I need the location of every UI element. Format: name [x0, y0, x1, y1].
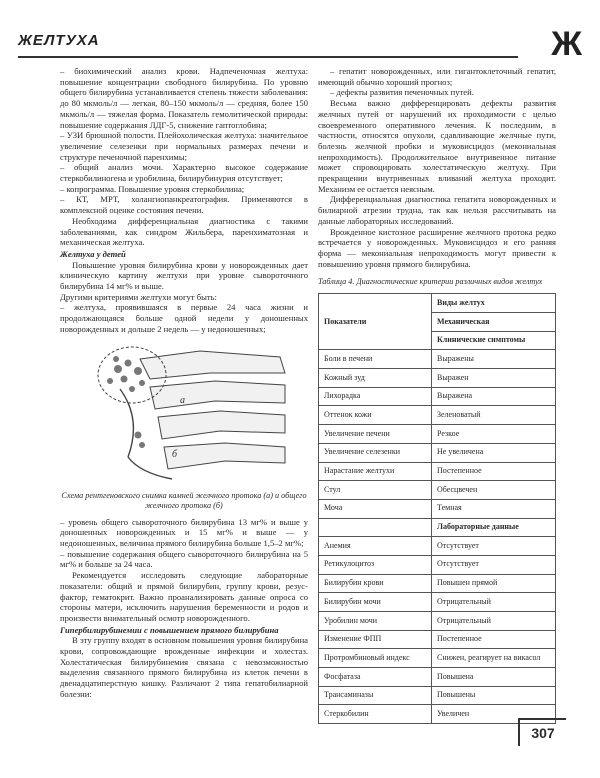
table-cell-indicator: Увеличение печени	[319, 425, 432, 444]
table-cell-value: Повышены	[432, 686, 556, 705]
table-cell-value: Постепенное	[432, 630, 556, 649]
table-cell-indicator: Билирубин крови	[319, 574, 432, 593]
page-header	[18, 24, 582, 64]
table-row	[319, 630, 556, 649]
table-cell-indicator: Фосфатаза	[319, 668, 432, 687]
right-column	[318, 66, 556, 724]
paragraph: Врожденное кистозное расширение желчного протока редко встречается у новорожденных. Муковисцидоз и его ранняя форма — мекониальная непроходимость могут привести к повышению уровня прямого билирубина.	[318, 226, 556, 269]
figure-label-a: а	[180, 394, 185, 406]
table-cell-value: Выражены	[432, 350, 556, 369]
table-cell-value: Отрицательный	[432, 612, 556, 631]
table-cell-indicator: Трансаминазы	[319, 686, 432, 705]
paragraph: – копрограмма. Повышение уровня стеркобилина;	[60, 183, 245, 194]
table-caption: Таблица 4. Диагностические критерии различных видов желтух	[318, 277, 543, 287]
table-cell-indicator: Анемия	[319, 537, 432, 556]
table-cell-value: Повышена	[432, 668, 556, 687]
paragraph: – общий анализ мочи. Характерно высокое содержание стеркобилиногена и уробилина, билирубинурия отсутствует;	[60, 162, 308, 184]
page-number: 307	[518, 718, 566, 746]
table-cell-value: Отрицательный	[432, 593, 556, 612]
table-body	[319, 294, 556, 724]
table-cell-indicator: Ретикулоцитоз	[319, 555, 432, 574]
table-cell-value: Повышен прямой	[432, 574, 556, 593]
paragraph: Рекомендуется исследовать следующие лабораторные показатели: общий и прямой билирубин, группу крови, резус-фактор, гематокрит. Важно проанализировать данные опроса со стороны матери, исключить нарушения беременности и родов и произвести внимательный осмотр новорожденного.	[60, 570, 308, 623]
table-row	[319, 612, 556, 631]
xray-drawing	[80, 339, 290, 489]
table-row	[319, 406, 556, 425]
xray-illustration	[80, 339, 290, 489]
table-cell-indicator: Кожный зуд	[319, 369, 432, 388]
table-row	[319, 350, 556, 369]
table-cell-indicator: Увеличение селезенки	[319, 443, 432, 462]
left-column	[60, 66, 308, 700]
table-header-row	[319, 518, 556, 537]
table-header-row	[319, 294, 556, 313]
figure-label-b: б	[172, 448, 178, 460]
header-indicators: Показатели	[319, 294, 432, 350]
table-row	[319, 593, 556, 612]
table-row	[319, 537, 556, 556]
diagnostic-table	[318, 293, 556, 724]
paragraph: – желтуха, проявившаяся в первые 24 часа жизни и продолжающаяся больше одной недели у доношенных новорожденных и дольше 2 недель — у недоношенных;	[60, 302, 308, 334]
table-cell-value: Постепенное	[432, 462, 556, 481]
table-row	[319, 425, 556, 444]
paragraph: Повышение уровня билирубина крови у новорожденных дает клиническую картину желтухи при уровне сывороточного билирубина 14 мг% и выше.	[60, 259, 308, 292]
header-clinical: Клинические симптомы	[432, 331, 556, 350]
table-cell-indicator: Нарастание желтухи	[319, 462, 432, 481]
paragraph: – КТ, МРТ, холангиопанкреатография. Применяются в комплексной оценке состояния печени.	[60, 194, 308, 216]
table-row	[319, 387, 556, 406]
table-cell-indicator: Стул	[319, 481, 432, 500]
table-row	[319, 462, 556, 481]
header-types: Виды желтух	[432, 294, 556, 313]
paragraph: Другими критериями желтухи могут быть:	[60, 291, 217, 302]
paragraph: Необходима дифференциальная диагностика с такими заболеваниями, как синдром Жильбера, паренхиматозная и механическая желтуха.	[60, 215, 308, 248]
table-cell-value: Отсутствует	[432, 537, 556, 556]
table-cell-indicator: Боли в печени	[319, 350, 432, 369]
table-row	[319, 481, 556, 500]
header-mechanical: Механическая	[432, 313, 556, 332]
table-cell-indicator: Лихорадка	[319, 387, 432, 406]
table-cell-indicator: Оттенок кожи	[319, 406, 432, 425]
paragraph: В эту группу входят в основном повышения уровня билирубина крови, сопровождающие врожденные инфекции и холестаз. Холестатическая билирубинемия связана с невозможностью выделения связанного прямого билирубина из клеток печени в двенадцатиперстную кишку. Различают 2 типа гепатобилиарной болезни:	[60, 635, 308, 699]
table-row	[319, 499, 556, 518]
paragraph: – гепатит новорожденных, или гигантоклеточный гепатит, имеющий обычно хороший прогноз;	[318, 66, 556, 87]
table-cell-value: Темная	[432, 499, 556, 518]
paragraph: – повышение содержания общего сывороточного билирубина на 5 мг% и больше за 24 часа.	[60, 548, 308, 570]
paragraph: – уровень общего сывороточного билирубина 13 мг% и выше у доношенных новорожденных и 15 мг% и выше — у недоношенных, величина прямого билирубина больше 1,5–2 мг%;	[60, 516, 308, 548]
table-row	[319, 574, 556, 593]
table-cell-indicator: Моча	[319, 499, 432, 518]
table-row	[319, 668, 556, 687]
table-row	[319, 686, 556, 705]
figure-caption: Схема рентгеновского снимка камней желчного протока (а) и общего желчного протока (б)	[61, 490, 307, 510]
table-cell-value: Обесцвечен	[432, 481, 556, 500]
paragraph: Дифференциальная диагностика гепатита новорожденных и билиарной атрезии трудна, так как нельзя рассчитывать на данные лабораторных исследований.	[318, 194, 556, 226]
table-cell-indicator: Билирубин мочи	[319, 593, 432, 612]
table-cell-indicator: Уробилин мочи	[319, 612, 432, 631]
table-cell-value: Отсутствует	[432, 555, 556, 574]
chapter-letter: Ж	[551, 25, 582, 63]
table-row	[319, 369, 556, 388]
table-cell-indicator: Стеркобилин	[319, 705, 432, 724]
table-row	[319, 555, 556, 574]
table-cell-value: Увеличен	[432, 705, 556, 724]
table-row	[319, 649, 556, 668]
subheading-hyperbilirubinemia: Гипербилирубинемии с повышением прямого билирубина	[60, 624, 279, 635]
table-row	[319, 443, 556, 462]
chapter-title: ЖЕЛТУХА	[18, 32, 100, 49]
header-lab: Лабораторные данные	[432, 518, 556, 537]
table-cell-value: Выражена	[432, 387, 556, 406]
table-cell-value: Снижен, реагирует на викасол	[432, 649, 556, 668]
header-rule	[18, 56, 518, 58]
paragraph: – биохимический анализ крови. Надпеченочная желтуха: повышение концентрации свободного билирубина. По уровню общего билирубина устанавливается степень тяжести заболевания: до 80 мкмоль/л — легкая, 80–150 мкмоль/л — средняя, более 150 мкмоль/л — тяжелая форма. Показатель гемолитической природы: повышение содержания ЛДГ-5, снижение гаптоглобина;	[60, 66, 308, 130]
table-cell-value: Выражен	[432, 369, 556, 388]
table-cell-value: Резкое	[432, 425, 556, 444]
paragraph: Весьма важно дифференцировать дефекты развития желчных путей от нарушений их проходимости с целью своевременного оперативного лечения. К последним, в частности, относятся опухоли, сдавливающие желчные пути, болезнь желчной пробки и муковисцидоз (мекониальная непроходимость). Продолжительное внутривенное питание может спровоцировать холестатическую желтуху. При прекращении внутривенных вливаний желтуха проходит. Механизм ее остается неясным.	[318, 98, 556, 194]
table-cell-indicator: Изменение ФПП	[319, 630, 432, 649]
paragraph: – УЗИ брюшной полости. Плейохолическая желтуха: значительное увеличение селезенки при нормальных размерах печени и структуре печеночной паренхимы;	[60, 130, 308, 162]
table-cell-value: Зеленоватый	[432, 406, 556, 425]
table-cell-indicator: Протромбиновый индекс	[319, 649, 432, 668]
table-cell-value: Не увеличена	[432, 443, 556, 462]
table-cell-empty	[319, 518, 432, 537]
subheading-children: Желтуха у детей	[60, 248, 126, 259]
paragraph: – дефекты развития печеночных путей.	[330, 87, 474, 98]
